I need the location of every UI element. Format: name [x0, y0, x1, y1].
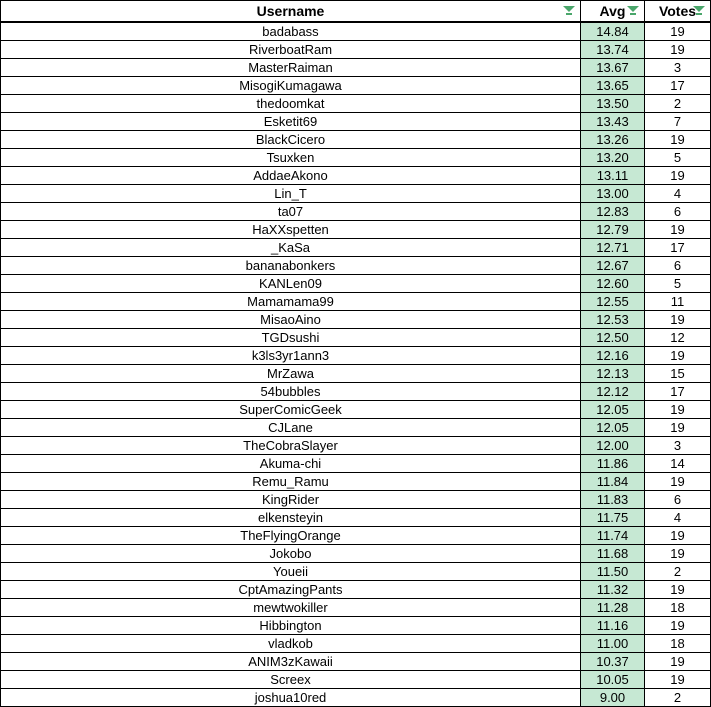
cell-avg[interactable]: 13.11	[581, 167, 645, 185]
cell-avg[interactable]: 13.20	[581, 149, 645, 167]
cell-avg[interactable]: 12.05	[581, 401, 645, 419]
cell-votes[interactable]: 6	[645, 257, 711, 275]
cell-username[interactable]: badabass	[1, 22, 581, 41]
filter-dropdown-icon[interactable]	[563, 6, 575, 16]
cell-avg[interactable]: 13.43	[581, 113, 645, 131]
cell-votes[interactable]: 18	[645, 635, 711, 653]
table-row[interactable]	[1, 581, 711, 599]
cell-votes[interactable]: 19	[645, 671, 711, 689]
cell-avg[interactable]: 12.00	[581, 437, 645, 455]
cell-votes[interactable]: 5	[645, 275, 711, 293]
cell-avg[interactable]: 12.79	[581, 221, 645, 239]
column-header-label: Avg	[599, 3, 626, 19]
cell-username[interactable]: KingRider	[1, 491, 581, 509]
table-row[interactable]	[1, 653, 711, 671]
table-row[interactable]	[1, 95, 711, 113]
cell-avg[interactable]: 11.84	[581, 473, 645, 491]
cell-avg[interactable]: 13.26	[581, 131, 645, 149]
table-row[interactable]	[1, 59, 711, 77]
cell-username[interactable]: Hibbington	[1, 617, 581, 635]
column-header-votes[interactable]	[645, 1, 711, 23]
cell-username[interactable]: SuperComicGeek	[1, 401, 581, 419]
cell-username[interactable]: AddaeAkono	[1, 167, 581, 185]
cell-avg[interactable]: 12.50	[581, 329, 645, 347]
cell-votes[interactable]: 19	[645, 22, 711, 41]
table-row[interactable]	[1, 365, 711, 383]
cell-votes[interactable]: 19	[645, 41, 711, 59]
cell-username[interactable]: Mamamama99	[1, 293, 581, 311]
cell-username[interactable]: Esketit69	[1, 113, 581, 131]
cell-votes[interactable]: 19	[645, 221, 711, 239]
cell-avg[interactable]: 12.13	[581, 365, 645, 383]
cell-avg[interactable]: 11.32	[581, 581, 645, 599]
cell-votes[interactable]: 19	[645, 653, 711, 671]
cell-avg[interactable]: 13.50	[581, 95, 645, 113]
cell-votes[interactable]: 19	[645, 131, 711, 149]
table-row[interactable]	[1, 491, 711, 509]
cell-username[interactable]: MrZawa	[1, 365, 581, 383]
cell-votes[interactable]: 19	[645, 581, 711, 599]
cell-username[interactable]: mewtwokiller	[1, 599, 581, 617]
table-row[interactable]	[1, 311, 711, 329]
table-row[interactable]	[1, 509, 711, 527]
cell-votes[interactable]: 2	[645, 689, 711, 707]
table-row[interactable]	[1, 257, 711, 275]
cell-votes[interactable]: 6	[645, 203, 711, 221]
cell-username[interactable]: BlackCicero	[1, 131, 581, 149]
cell-votes[interactable]: 19	[645, 527, 711, 545]
cell-avg[interactable]: 12.05	[581, 419, 645, 437]
cell-votes[interactable]: 4	[645, 509, 711, 527]
cell-votes[interactable]: 19	[645, 617, 711, 635]
cell-username[interactable]: joshua10red	[1, 689, 581, 707]
cell-username[interactable]: Jokobo	[1, 545, 581, 563]
cell-avg[interactable]: 9.00	[581, 689, 645, 707]
table-row[interactable]	[1, 563, 711, 581]
cell-username[interactable]: TGDsushi	[1, 329, 581, 347]
cell-avg[interactable]: 11.83	[581, 491, 645, 509]
table-row[interactable]	[1, 401, 711, 419]
cell-avg[interactable]: 11.74	[581, 527, 645, 545]
column-header-label: Votes	[658, 3, 697, 19]
cell-username[interactable]: TheCobraSlayer	[1, 437, 581, 455]
table-row[interactable]	[1, 293, 711, 311]
filter-dropdown-icon[interactable]	[627, 6, 639, 16]
cell-avg[interactable]: 11.75	[581, 509, 645, 527]
column-header-username[interactable]	[1, 1, 581, 23]
cell-votes[interactable]: 17	[645, 77, 711, 95]
table-row[interactable]	[1, 329, 711, 347]
cell-username[interactable]: RiverboatRam	[1, 41, 581, 59]
cell-votes[interactable]: 19	[645, 545, 711, 563]
cell-username[interactable]: _KaSa	[1, 239, 581, 257]
cell-username[interactable]: Lin_T	[1, 185, 581, 203]
cell-avg[interactable]: 11.50	[581, 563, 645, 581]
table-row[interactable]	[1, 419, 711, 437]
cell-username[interactable]: CJLane	[1, 419, 581, 437]
table-row[interactable]	[1, 203, 711, 221]
table-row[interactable]	[1, 167, 711, 185]
cell-votes[interactable]: 7	[645, 113, 711, 131]
cell-votes[interactable]: 19	[645, 311, 711, 329]
cell-username[interactable]: KANLen09	[1, 275, 581, 293]
cell-avg[interactable]: 11.00	[581, 635, 645, 653]
cell-username[interactable]: k3ls3yr1ann3	[1, 347, 581, 365]
cell-votes[interactable]: 19	[645, 347, 711, 365]
table-row[interactable]	[1, 671, 711, 689]
cell-username[interactable]: MisaoAino	[1, 311, 581, 329]
cell-username[interactable]: Screex	[1, 671, 581, 689]
table-row[interactable]	[1, 599, 711, 617]
cell-username[interactable]: CptAmazingPants	[1, 581, 581, 599]
table-row[interactable]	[1, 275, 711, 293]
cell-votes[interactable]: 4	[645, 185, 711, 203]
table-row[interactable]	[1, 545, 711, 563]
cell-avg[interactable]: 11.28	[581, 599, 645, 617]
table-row[interactable]	[1, 41, 711, 59]
cell-avg[interactable]: 13.00	[581, 185, 645, 203]
cell-votes[interactable]: 19	[645, 401, 711, 419]
cell-username[interactable]: TheFlyingOrange	[1, 527, 581, 545]
cell-votes[interactable]: 19	[645, 473, 711, 491]
cell-username[interactable]: Remu_Ramu	[1, 473, 581, 491]
cell-avg[interactable]: 12.71	[581, 239, 645, 257]
table-row[interactable]	[1, 185, 711, 203]
table-row[interactable]	[1, 113, 711, 131]
cell-votes[interactable]: 2	[645, 95, 711, 113]
table-row[interactable]	[1, 149, 711, 167]
column-header-label: Username	[256, 3, 325, 19]
cell-username[interactable]: bananabonkers	[1, 257, 581, 275]
cell-avg[interactable]: 12.53	[581, 311, 645, 329]
cell-avg[interactable]: 11.16	[581, 617, 645, 635]
cell-votes[interactable]: 17	[645, 239, 711, 257]
cell-avg[interactable]: 11.86	[581, 455, 645, 473]
cell-votes[interactable]: 12	[645, 329, 711, 347]
cell-username[interactable]: Youeii	[1, 563, 581, 581]
cell-username[interactable]: ANIM3zKawaii	[1, 653, 581, 671]
cell-votes[interactable]: 15	[645, 365, 711, 383]
table-row[interactable]	[1, 131, 711, 149]
column-header-avg[interactable]	[581, 1, 645, 23]
cell-username[interactable]: ta07	[1, 203, 581, 221]
table-row[interactable]	[1, 689, 711, 707]
cell-votes[interactable]: 3	[645, 59, 711, 77]
cell-votes[interactable]: 3	[645, 437, 711, 455]
table-row[interactable]	[1, 347, 711, 365]
cell-votes[interactable]: 14	[645, 455, 711, 473]
cell-avg[interactable]: 10.05	[581, 671, 645, 689]
table-row[interactable]	[1, 473, 711, 491]
table-row[interactable]	[1, 635, 711, 653]
table-row[interactable]	[1, 221, 711, 239]
cell-avg[interactable]: 12.55	[581, 293, 645, 311]
cell-avg[interactable]: 13.65	[581, 77, 645, 95]
filter-dropdown-icon[interactable]	[693, 6, 705, 16]
header-row	[1, 1, 711, 23]
cell-votes[interactable]: 18	[645, 599, 711, 617]
cell-avg[interactable]: 11.68	[581, 545, 645, 563]
cell-username[interactable]: MasterRaiman	[1, 59, 581, 77]
cell-username[interactable]: 54bubbles	[1, 383, 581, 401]
cell-votes[interactable]: 11	[645, 293, 711, 311]
table-row[interactable]	[1, 527, 711, 545]
cell-votes[interactable]: 2	[645, 563, 711, 581]
table-row[interactable]	[1, 617, 711, 635]
cell-avg[interactable]: 12.83	[581, 203, 645, 221]
cell-avg[interactable]: 10.37	[581, 653, 645, 671]
cell-username[interactable]: HaXXspetten	[1, 221, 581, 239]
cell-votes[interactable]: 5	[645, 149, 711, 167]
table-row[interactable]	[1, 239, 711, 257]
cell-username[interactable]: thedoomkat	[1, 95, 581, 113]
table-row[interactable]	[1, 22, 711, 41]
table-row[interactable]	[1, 437, 711, 455]
cell-username[interactable]: Tsuxken	[1, 149, 581, 167]
cell-avg[interactable]: 12.60	[581, 275, 645, 293]
cell-username[interactable]: Akuma-chi	[1, 455, 581, 473]
cell-votes[interactable]: 19	[645, 167, 711, 185]
cell-avg[interactable]: 14.84	[581, 22, 645, 41]
cell-username[interactable]: MisogiKumagawa	[1, 77, 581, 95]
cell-avg[interactable]: 12.12	[581, 383, 645, 401]
cell-avg[interactable]: 12.67	[581, 257, 645, 275]
cell-avg[interactable]: 13.67	[581, 59, 645, 77]
cell-username[interactable]: vladkob	[1, 635, 581, 653]
table-row[interactable]	[1, 455, 711, 473]
table-row[interactable]	[1, 383, 711, 401]
table-row[interactable]	[1, 77, 711, 95]
cell-username[interactable]: elkensteyin	[1, 509, 581, 527]
cell-votes[interactable]: 6	[645, 491, 711, 509]
cell-avg[interactable]: 12.16	[581, 347, 645, 365]
cell-avg[interactable]: 13.74	[581, 41, 645, 59]
cell-votes[interactable]: 17	[645, 383, 711, 401]
cell-votes[interactable]: 19	[645, 419, 711, 437]
